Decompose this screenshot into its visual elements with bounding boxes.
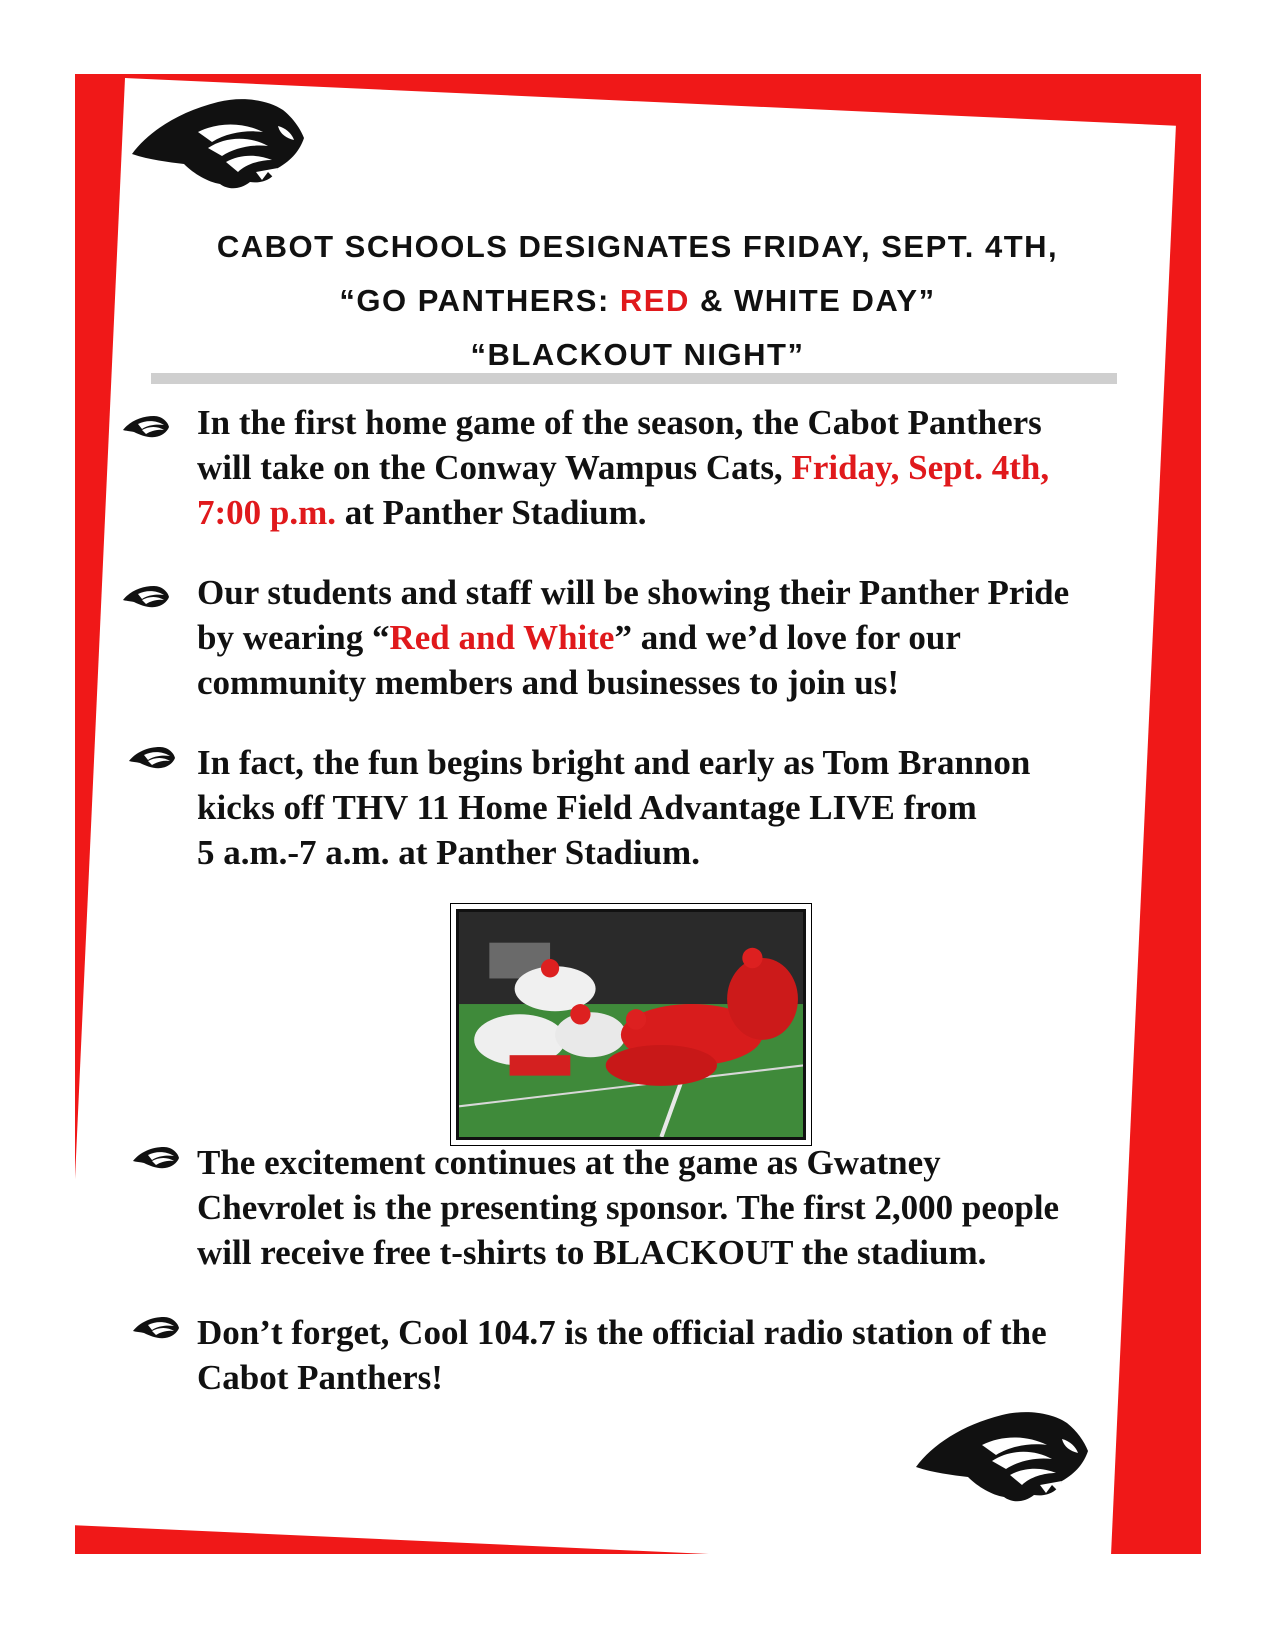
- panther-head-icon: [912, 1405, 1092, 1505]
- headline-line-2-post: & WHITE DAY”: [689, 283, 936, 318]
- football-game-photo: [450, 903, 812, 1146]
- bullet-text-2: [197, 570, 1157, 705]
- bullet-1-line-3-text: at Panther Stadium.: [336, 493, 647, 532]
- panther-bullet-icon: [132, 1314, 180, 1345]
- headline: [0, 220, 1275, 382]
- bullet-1-line-3: [197, 490, 1157, 535]
- bullet-1-line-1: In the first home game of the season, the Cabot Panthers: [197, 403, 1042, 442]
- bullet-2-line-2: [197, 615, 1157, 660]
- bullet-2-line-2-pre: by wearing “: [197, 618, 390, 657]
- bullet-text-1: [197, 400, 1157, 535]
- bullet-text-3: [197, 740, 1157, 875]
- game-time-text: 7:00 p.m.: [197, 493, 337, 532]
- bullet-2-line-3: community members and businesses to join us!: [197, 663, 899, 702]
- headline-line-2-pre: “GO PANTHERS:: [339, 283, 620, 318]
- bullet-2-line-1: Our students and staff will be showing their Panther Pride: [197, 573, 1070, 612]
- divider: [151, 373, 1117, 384]
- bullet-4-line-1: The excitement continues at the game as Gwatney: [197, 1143, 941, 1182]
- headline-line-1: CABOT SCHOOLS DESIGNATES FRIDAY, SEPT. 4TH,: [216, 229, 1059, 264]
- bullet-3-line-2: kicks off THV 11 Home Field Advantage LIVE from: [197, 788, 977, 827]
- bullet-1-line-2-text: will take on the Conway Wampus Cats,: [197, 448, 792, 487]
- panther-bullet-icon: [122, 413, 170, 444]
- panther-bullet-icon: [122, 583, 170, 614]
- game-date-text: Friday, Sept. 4th,: [791, 448, 1050, 487]
- bullet-4-line-3: will receive free t-shirts to BLACKOUT the stadium.: [197, 1233, 987, 1272]
- red-and-white-text: Red and White: [389, 618, 615, 657]
- panther-head-icon: [128, 92, 308, 192]
- bullet-2-line-2-post: ” and we’d love for our: [614, 618, 961, 657]
- headline-line-3: “BLACKOUT NIGHT”: [470, 337, 805, 372]
- bullet-1-line-2: [197, 445, 1157, 490]
- bullet-5-line-1: Don’t forget, Cool 104.7 is the official radio station of the: [197, 1313, 1047, 1352]
- panther-bullet-icon: [128, 744, 176, 775]
- headline-line-2: [0, 274, 1275, 328]
- bullet-3-line-3: 5 a.m.-7 a.m. at Panther Stadium.: [197, 833, 700, 872]
- bullet-text-5: [197, 1310, 1157, 1400]
- photo-image: [456, 909, 806, 1140]
- bullet-5-line-2: Cabot Panthers!: [197, 1358, 443, 1397]
- bullet-3-line-1: In fact, the fun begins bright and early as Tom Brannon: [197, 743, 1031, 782]
- headline-red-word: RED: [619, 283, 690, 318]
- bullet-text-4: [197, 1140, 1157, 1275]
- panther-bullet-icon: [132, 1144, 180, 1175]
- bullet-4-line-2: Chevrolet is the presenting sponsor. The first 2,000 people: [197, 1188, 1060, 1227]
